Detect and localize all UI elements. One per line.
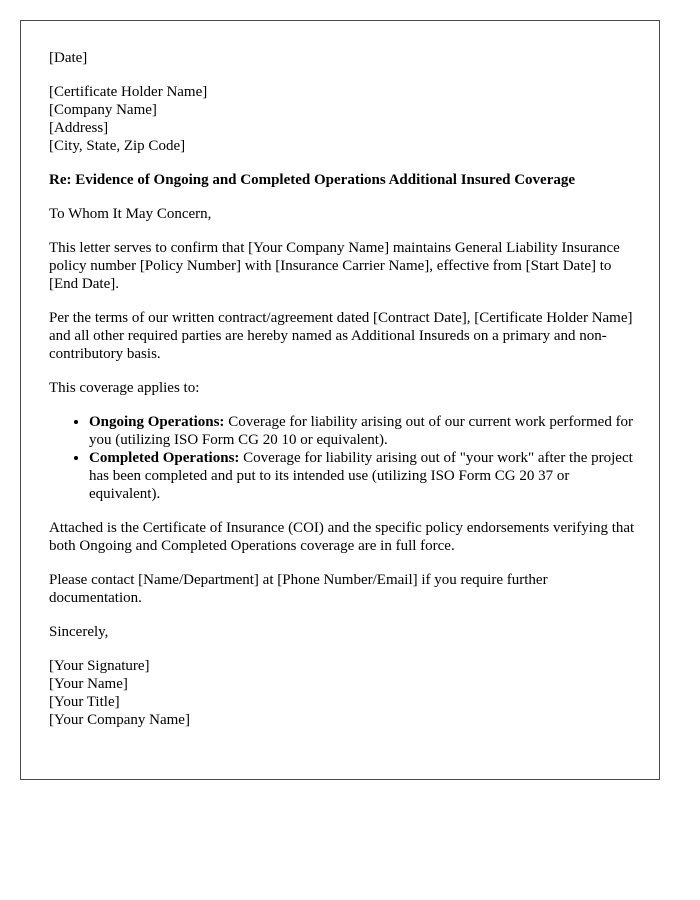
coverage-list bbox=[49, 413, 639, 503]
list-item bbox=[89, 449, 639, 503]
recipient-name: [Certificate Holder Name] bbox=[49, 84, 208, 100]
signature-placeholder: [Your Signature] bbox=[49, 658, 150, 674]
letter-date: [Date] bbox=[49, 50, 88, 66]
signer-name: [Your Name] bbox=[49, 676, 128, 692]
contact-paragraph: Please contact [Name/Department] at [Phone Number/Email] if you require further documentation. bbox=[49, 572, 548, 606]
signature-block bbox=[49, 657, 639, 729]
list-item bbox=[89, 413, 639, 449]
recipient-company: [Company Name] bbox=[49, 102, 157, 118]
attachment-paragraph: Attached is the Certificate of Insurance (COI) and the specific policy endorsements verifying that both Ongoing and Completed Operations coverage are in full force. bbox=[49, 520, 635, 554]
recipient-address: [Address] bbox=[49, 120, 109, 136]
additional-insured-paragraph: Per the terms of our written contract/agreement dated [Contract Date], [Certificate Holder Name] and all other required parties are hereby named as Additional Insureds on a primary and non-contributory basis. bbox=[49, 310, 633, 362]
signer-title: [Your Title] bbox=[49, 694, 120, 710]
signoff: Sincerely, bbox=[49, 624, 109, 640]
coverage-description-completed: Coverage for liability arising out of "your work" after the project has been completed and put to its intended use (utilizing ISO Form CG 20 37 or equivalent). bbox=[89, 450, 633, 502]
coverage-description-ongoing: Coverage for liability arising out of our current work performed for you (utilizing ISO Form CG 20 10 or equivalent). bbox=[89, 414, 634, 448]
letter-frame bbox=[20, 20, 660, 780]
confirmation-paragraph: This letter serves to confirm that [Your Company Name] maintains General Liability Insurance policy number [Policy Number] with [Insurance Carrier Name], effective from [Start Date] to [End Date]. bbox=[49, 240, 620, 292]
letter-body bbox=[49, 49, 639, 745]
coverage-intro: This coverage applies to: bbox=[49, 380, 200, 396]
subject-line: Re: Evidence of Ongoing and Completed Operations Additional Insured Coverage bbox=[49, 172, 576, 188]
salutation: To Whom It May Concern, bbox=[49, 206, 212, 222]
recipient-block bbox=[49, 83, 639, 155]
coverage-term-ongoing: Ongoing Operations: bbox=[89, 414, 225, 430]
recipient-city-state-zip: [City, State, Zip Code] bbox=[49, 138, 186, 154]
coverage-term-completed: Completed Operations: bbox=[89, 450, 240, 466]
signer-company: [Your Company Name] bbox=[49, 712, 190, 728]
